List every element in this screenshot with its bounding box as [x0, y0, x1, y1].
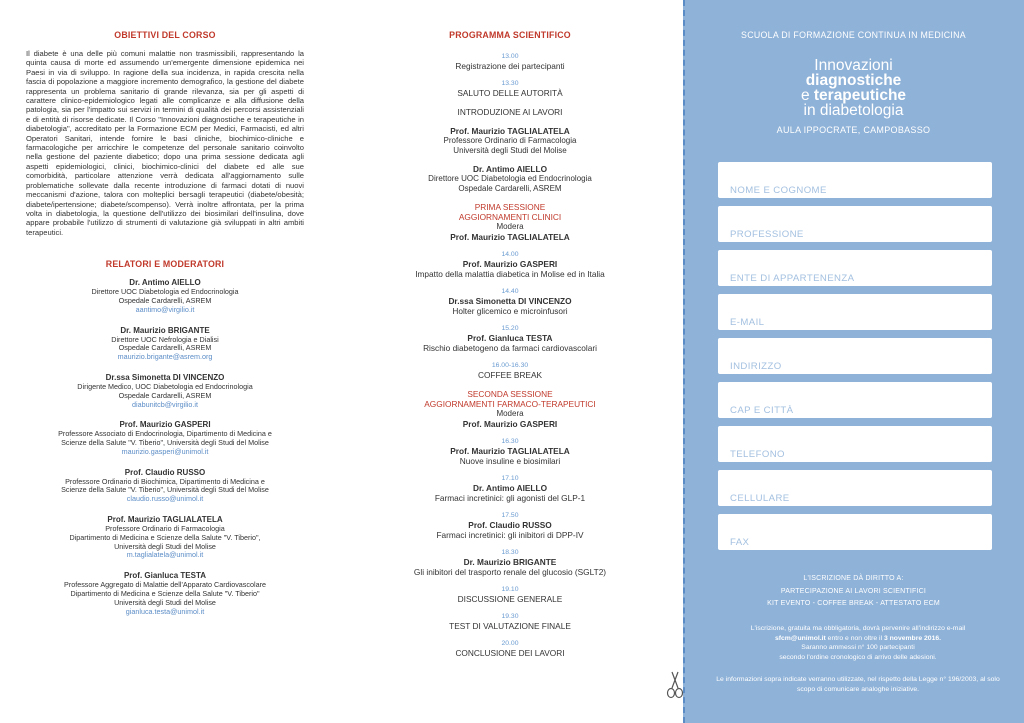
- program-line: AGGIORNAMENTI CLINICI: [458, 212, 562, 223]
- form-field-label: INDIRIZZO: [730, 361, 782, 372]
- registration-form: [718, 162, 992, 558]
- speaker-entry: [26, 571, 304, 616]
- info-line-3: Saranno ammessi n° 100 partecipanti: [801, 644, 915, 652]
- course-title-line-3: [683, 88, 1024, 103]
- speaker-email-link[interactable]: diabunitcb@virgilio.it: [131, 399, 199, 409]
- program-time: 19.10: [501, 585, 519, 593]
- program-line: Dr.ssa Simonetta DI VINCENZO: [448, 295, 572, 306]
- program-line: SALUTO DELLE AUTORITÀ: [457, 88, 563, 98]
- program-item: [370, 362, 650, 380]
- left-column: [26, 30, 304, 627]
- program-line: Direttore UOC Diabetologia ed Endocrinologia: [428, 174, 592, 184]
- program-item: [370, 251, 650, 279]
- program-line: Modera: [496, 408, 524, 418]
- speaker-affiliation: Professore Ordinario di Farmacologia: [105, 524, 225, 534]
- program-item: [370, 288, 650, 316]
- speakers-list: [26, 278, 304, 616]
- program-line: Farmaci incretinici: gli inibitori di DPP-IV: [436, 529, 584, 540]
- info-line-4: secondo l'ordine cronologico di arrivo delle adesioni.: [779, 653, 937, 661]
- program-item: [370, 512, 650, 540]
- objectives-heading: OBIETTIVI DEL CORSO: [114, 30, 216, 40]
- program-line: Holter glicemico e microinfusori: [452, 305, 568, 316]
- program-line: Professore Ordinario di Farmacologia: [443, 136, 577, 145]
- program-line: Prof. Maurizio TAGLIALATELA: [450, 445, 570, 456]
- info-line-2-text: entro e non oltre il: [825, 634, 884, 642]
- speaker-affiliation: Dipartimento di Medicina e Scienze della Salute "V. Tiberio",: [69, 532, 261, 542]
- speaker-entry: [26, 468, 304, 504]
- form-field-telefono[interactable]: [718, 426, 992, 462]
- speaker-affiliation: Direttore UOC Nefrologia e Dialisi: [111, 334, 219, 344]
- speaker-email-link[interactable]: aantimo@virgilio.it: [135, 304, 195, 314]
- speaker-affiliation: Scienze della Salute "V. Tiberio", Università degli Studi del Molise: [61, 485, 269, 495]
- speaker-entry: [26, 373, 304, 409]
- speaker-affiliation: Università degli Studi del Molise: [114, 541, 216, 551]
- speaker-email-link[interactable]: claudio.russo@unimol.it: [126, 494, 204, 504]
- form-field-label: E-MAIL: [730, 317, 765, 328]
- registration-email-link[interactable]: sfcm@unimol.it: [774, 634, 826, 642]
- program-line: Dr. Antimo AIELLO: [472, 482, 548, 493]
- speaker-email-link[interactable]: m.taglialatela@unimol.it: [126, 550, 204, 560]
- speaker-affiliation: Ospedale Cardarelli, ASREM: [118, 343, 212, 353]
- program-time: 17.50: [501, 511, 519, 519]
- program-line: Dr. Maurizio BRIGANTE: [463, 556, 557, 567]
- program-line: PRIMA SESSIONE: [474, 202, 546, 213]
- program-line: COFFEE BREAK: [477, 369, 543, 380]
- registration-info: [713, 624, 1003, 662]
- course-title-line-2: diagnostiche: [805, 72, 902, 89]
- program-item: [370, 475, 650, 503]
- program-line: SECONDA SESSIONE: [467, 388, 553, 399]
- program-line: Prof. Gianluca TESTA: [467, 332, 553, 343]
- program-line: Registrazione dei partecipanti: [455, 61, 565, 71]
- program-item: [370, 325, 650, 353]
- program-item: [370, 389, 650, 429]
- program-line: Dr. Antimo AIELLO: [472, 164, 548, 175]
- benefits-line-1: L'ISCRIZIONE DÀ DIRITTO A:: [803, 575, 904, 582]
- speaker-affiliation: Direttore UOC Diabetologia ed Endocrinologia: [91, 287, 239, 297]
- program-item: [370, 107, 650, 117]
- program-time: 14.00: [501, 250, 519, 258]
- speaker-email-link[interactable]: maurizio.brigante@asrem.org: [117, 352, 213, 362]
- speaker-affiliation: Università degli Studi del Molise: [114, 597, 216, 607]
- program-item: [370, 53, 650, 71]
- program-time: 14.40: [501, 287, 519, 295]
- form-field-label: TELEFONO: [730, 449, 785, 460]
- program-line: Prof. Maurizio GASPERI: [462, 418, 558, 429]
- venue: AULA IPPOCRATE, CAMPOBASSO: [776, 125, 931, 135]
- program-line: AGGIORNAMENTI FARMACO-TERAPEUTICI: [424, 398, 596, 409]
- speaker-affiliation: Dipartimento di Medicina e Scienze della Salute "V. Tiberio": [70, 589, 260, 599]
- form-field-cap-e-citt[interactable]: [718, 382, 992, 418]
- speaker-name: Prof. Maurizio TAGLIALATELA: [107, 515, 223, 525]
- program-item: [370, 613, 650, 631]
- program-time: 13.30: [501, 80, 519, 87]
- course-title-line-1: Innovazioni: [814, 57, 893, 74]
- speaker-affiliation: Ospedale Cardarelli, ASREM: [118, 295, 212, 305]
- program-line: Farmaci incretinici: gli agonisti del GLP-1: [434, 492, 586, 503]
- program-time: 17.10: [501, 474, 519, 482]
- speaker-affiliation: Professore Associato di Endocrinologia, Dipartimento di Medicina e: [58, 429, 272, 439]
- speaker-affiliation: Scienze della Salute "V. Tiberio", Università degli Studi del Molise: [61, 438, 269, 448]
- program-time: 16.00-16.30: [491, 361, 529, 369]
- speaker-email-link[interactable]: maurizio.gasperi@unimol.it: [121, 446, 209, 456]
- speaker-affiliation: Ospedale Cardarelli, ASREM: [118, 390, 212, 400]
- form-field-professione[interactable]: [718, 206, 992, 242]
- form-field-label: ENTE DI APPARTENENZA: [730, 273, 855, 284]
- program-line: TEST DI VALUTAZIONE FINALE: [449, 620, 571, 631]
- benefits-line-3: KIT EVENTO - COFFEE BREAK - ATTESTATO ECM: [767, 600, 940, 607]
- scissors-icon: [664, 670, 686, 700]
- speaker-entry: [26, 420, 304, 456]
- program-column: [370, 30, 650, 667]
- benefits-line-2: PARTECIPAZIONE AI LAVORI SCIENTIFICI: [780, 587, 927, 595]
- speaker-name: Dr. Maurizio BRIGANTE: [120, 325, 210, 335]
- program-line: Prof. Maurizio GASPERI: [462, 258, 558, 269]
- form-field-e-mail[interactable]: [718, 294, 992, 330]
- program-line: CONCLUSIONE DEI LAVORI: [455, 647, 565, 658]
- program-line: Impatto della malattia diabetica in Molise ed in Italia: [415, 268, 605, 279]
- speaker-name: Prof. Gianluca TESTA: [123, 571, 207, 581]
- speaker-entry: [26, 515, 304, 560]
- speaker-affiliation: Professore Aggregato di Malattie dell'Apparato Cardiovascolare: [64, 580, 266, 590]
- info-line-1: L'iscrizione, gratuita ma obbligatoria, dovrà pervenire all'indirizzo e-mail: [750, 625, 966, 632]
- program-line: Nuove insuline e biosimilari: [459, 455, 561, 466]
- program-time: 15.20: [501, 324, 519, 332]
- form-field-ente-di-appartenenza[interactable]: [718, 250, 992, 286]
- program-time: 19.30: [501, 612, 519, 620]
- form-field-indirizzo[interactable]: [718, 338, 992, 374]
- program-line: Ospedale Cardarelli, ASREM: [458, 183, 562, 193]
- school-name: SCUOLA DI FORMAZIONE CONTINUA IN MEDICINA: [741, 30, 966, 40]
- program-line: Modera: [496, 222, 524, 232]
- speaker-name: Prof. Maurizio GASPERI: [119, 420, 211, 430]
- program-line: INTRODUZIONE AI LAVORI: [457, 107, 563, 117]
- program-item: [370, 80, 650, 98]
- course-title: [683, 58, 1024, 118]
- program-line: Rischio diabetogeno da farmaci cardiovascolari: [423, 342, 597, 353]
- form-field-nome-e-cognome[interactable]: [718, 162, 992, 198]
- registration-benefits: [683, 573, 1024, 611]
- privacy-notice: Le informazioni sopra indicate verranno utilizzate, nel rispetto della Legge n° 196/2003, al solo scopo di comunicare analoghe iniziative.: [716, 676, 1000, 693]
- program-list: [370, 53, 650, 658]
- program-line: DISCUSSIONE GENERALE: [457, 593, 563, 604]
- course-title-line-4: in diabetologia: [803, 102, 904, 119]
- speaker-entry: [26, 326, 304, 362]
- program-line: Università degli Studi del Molise: [453, 145, 567, 155]
- program-line: Prof. Claudio RUSSO: [468, 519, 552, 530]
- speaker-email-link[interactable]: gianluca.testa@unimol.it: [125, 606, 205, 616]
- speaker-affiliation: Dirigente Medico, UOC Diabetologia ed Endocrinologia: [77, 381, 253, 391]
- program-heading: PROGRAMMA SCIENTIFICO: [449, 30, 571, 40]
- speaker-name: Dr. Antimo AIELLO: [129, 278, 201, 288]
- program-time: 16.30: [501, 437, 519, 445]
- program-item: [370, 640, 650, 658]
- course-title-word-terapeutiche: terapeutiche: [813, 87, 907, 104]
- speaker-name: Dr.ssa Simonetta DI VINCENZO: [105, 372, 225, 382]
- speakers-heading: RELATORI E MODERATORI: [105, 259, 225, 270]
- form-field-label: FAX: [730, 537, 750, 548]
- program-item: [370, 438, 650, 466]
- program-line: Prof. Maurizio TAGLIALATELA: [450, 231, 570, 242]
- program-time: 13.00: [501, 53, 519, 60]
- form-field-fax[interactable]: [718, 514, 992, 550]
- program-item: [370, 549, 650, 577]
- speaker-affiliation: Professore Ordinario di Biochimica, Dipartimento di Medicina e: [65, 476, 265, 486]
- deadline-date: 3 novembre 2016.: [883, 634, 942, 642]
- form-field-label: CAP E CITTÀ: [730, 405, 794, 416]
- objectives-text: Il diabete è una delle più comuni malattie non trasmissibili, rappresentando la quinta causa di morte ed assumendo un'emergente dimensione epidemica nei Paesi in via di sviluppo. In ragione della sua incidenza, in rapida crescita nella fascia di popolazione a maggiore incremento demografico, la gestione del diabete rappresenta un problema sanitario di grande rilevanza, sia per gli aspetti di carattere clinico-epidemiologico legati alle complicanze e alla diffusione della patologia, sia per l'impatto sui servizi in termini di qualità dei percorsi assistenziali e di entità di risorse dedicate. Il Corso "Innovazioni diagnostiche e terapeutiche in diabetologia", accreditato per la Formazione ECM per Medici, Farmacisti, ed altri Operatori Sanitari, intende fornire le basi cliniche, biochimico-cliniche e farmacologiche per arricchire le competenze del personale sanitario coinvolto nella gestione del paziente diabetico; dopo una prima sessione dedicata agli aspetti epidemiologici, clinici, biochimico-clinici del diabete ed alle sue comorbidità, particolare attenzione verrà dedicata all'aggiornamento sulle problematiche sollevate dalla recente introduzione di farmaci dotati di nuovi meccanismi d'azione, talora con molteplici bersagli terapeutici (diabete/obesità; diabete/ipertensione; diabete/scompenso). Verrà inoltre affrontata, per la prima volta in diabetologia, la questione dell'utilizzo dei biosimilari dell'insulina, dove appare probabile l'utilizzo di strumenti di valutazione già sviluppati in altri ambiti terapeutici.: [26, 49, 304, 237]
- form-field-label: NOME E COGNOME: [730, 185, 827, 196]
- program-line: Gli inibitori del trasporto renale del glucosio (SGLT2): [413, 566, 607, 577]
- program-time: 20.00: [501, 639, 519, 647]
- info-line-2: [713, 634, 1003, 644]
- form-field-cellulare[interactable]: [718, 470, 992, 506]
- program-line: Prof. Maurizio TAGLIALATELA: [450, 126, 570, 136]
- program-item: [370, 586, 650, 604]
- program-item: [370, 164, 650, 193]
- speaker-entry: [26, 278, 304, 314]
- program-item: [370, 126, 650, 155]
- form-field-label: CELLULARE: [730, 493, 790, 504]
- program-time: 18.30: [501, 548, 519, 556]
- program-item: [370, 202, 650, 242]
- speaker-name: Prof. Claudio RUSSO: [124, 467, 206, 477]
- course-title-word-e: e: [800, 87, 814, 104]
- form-field-label: PROFESSIONE: [730, 229, 804, 240]
